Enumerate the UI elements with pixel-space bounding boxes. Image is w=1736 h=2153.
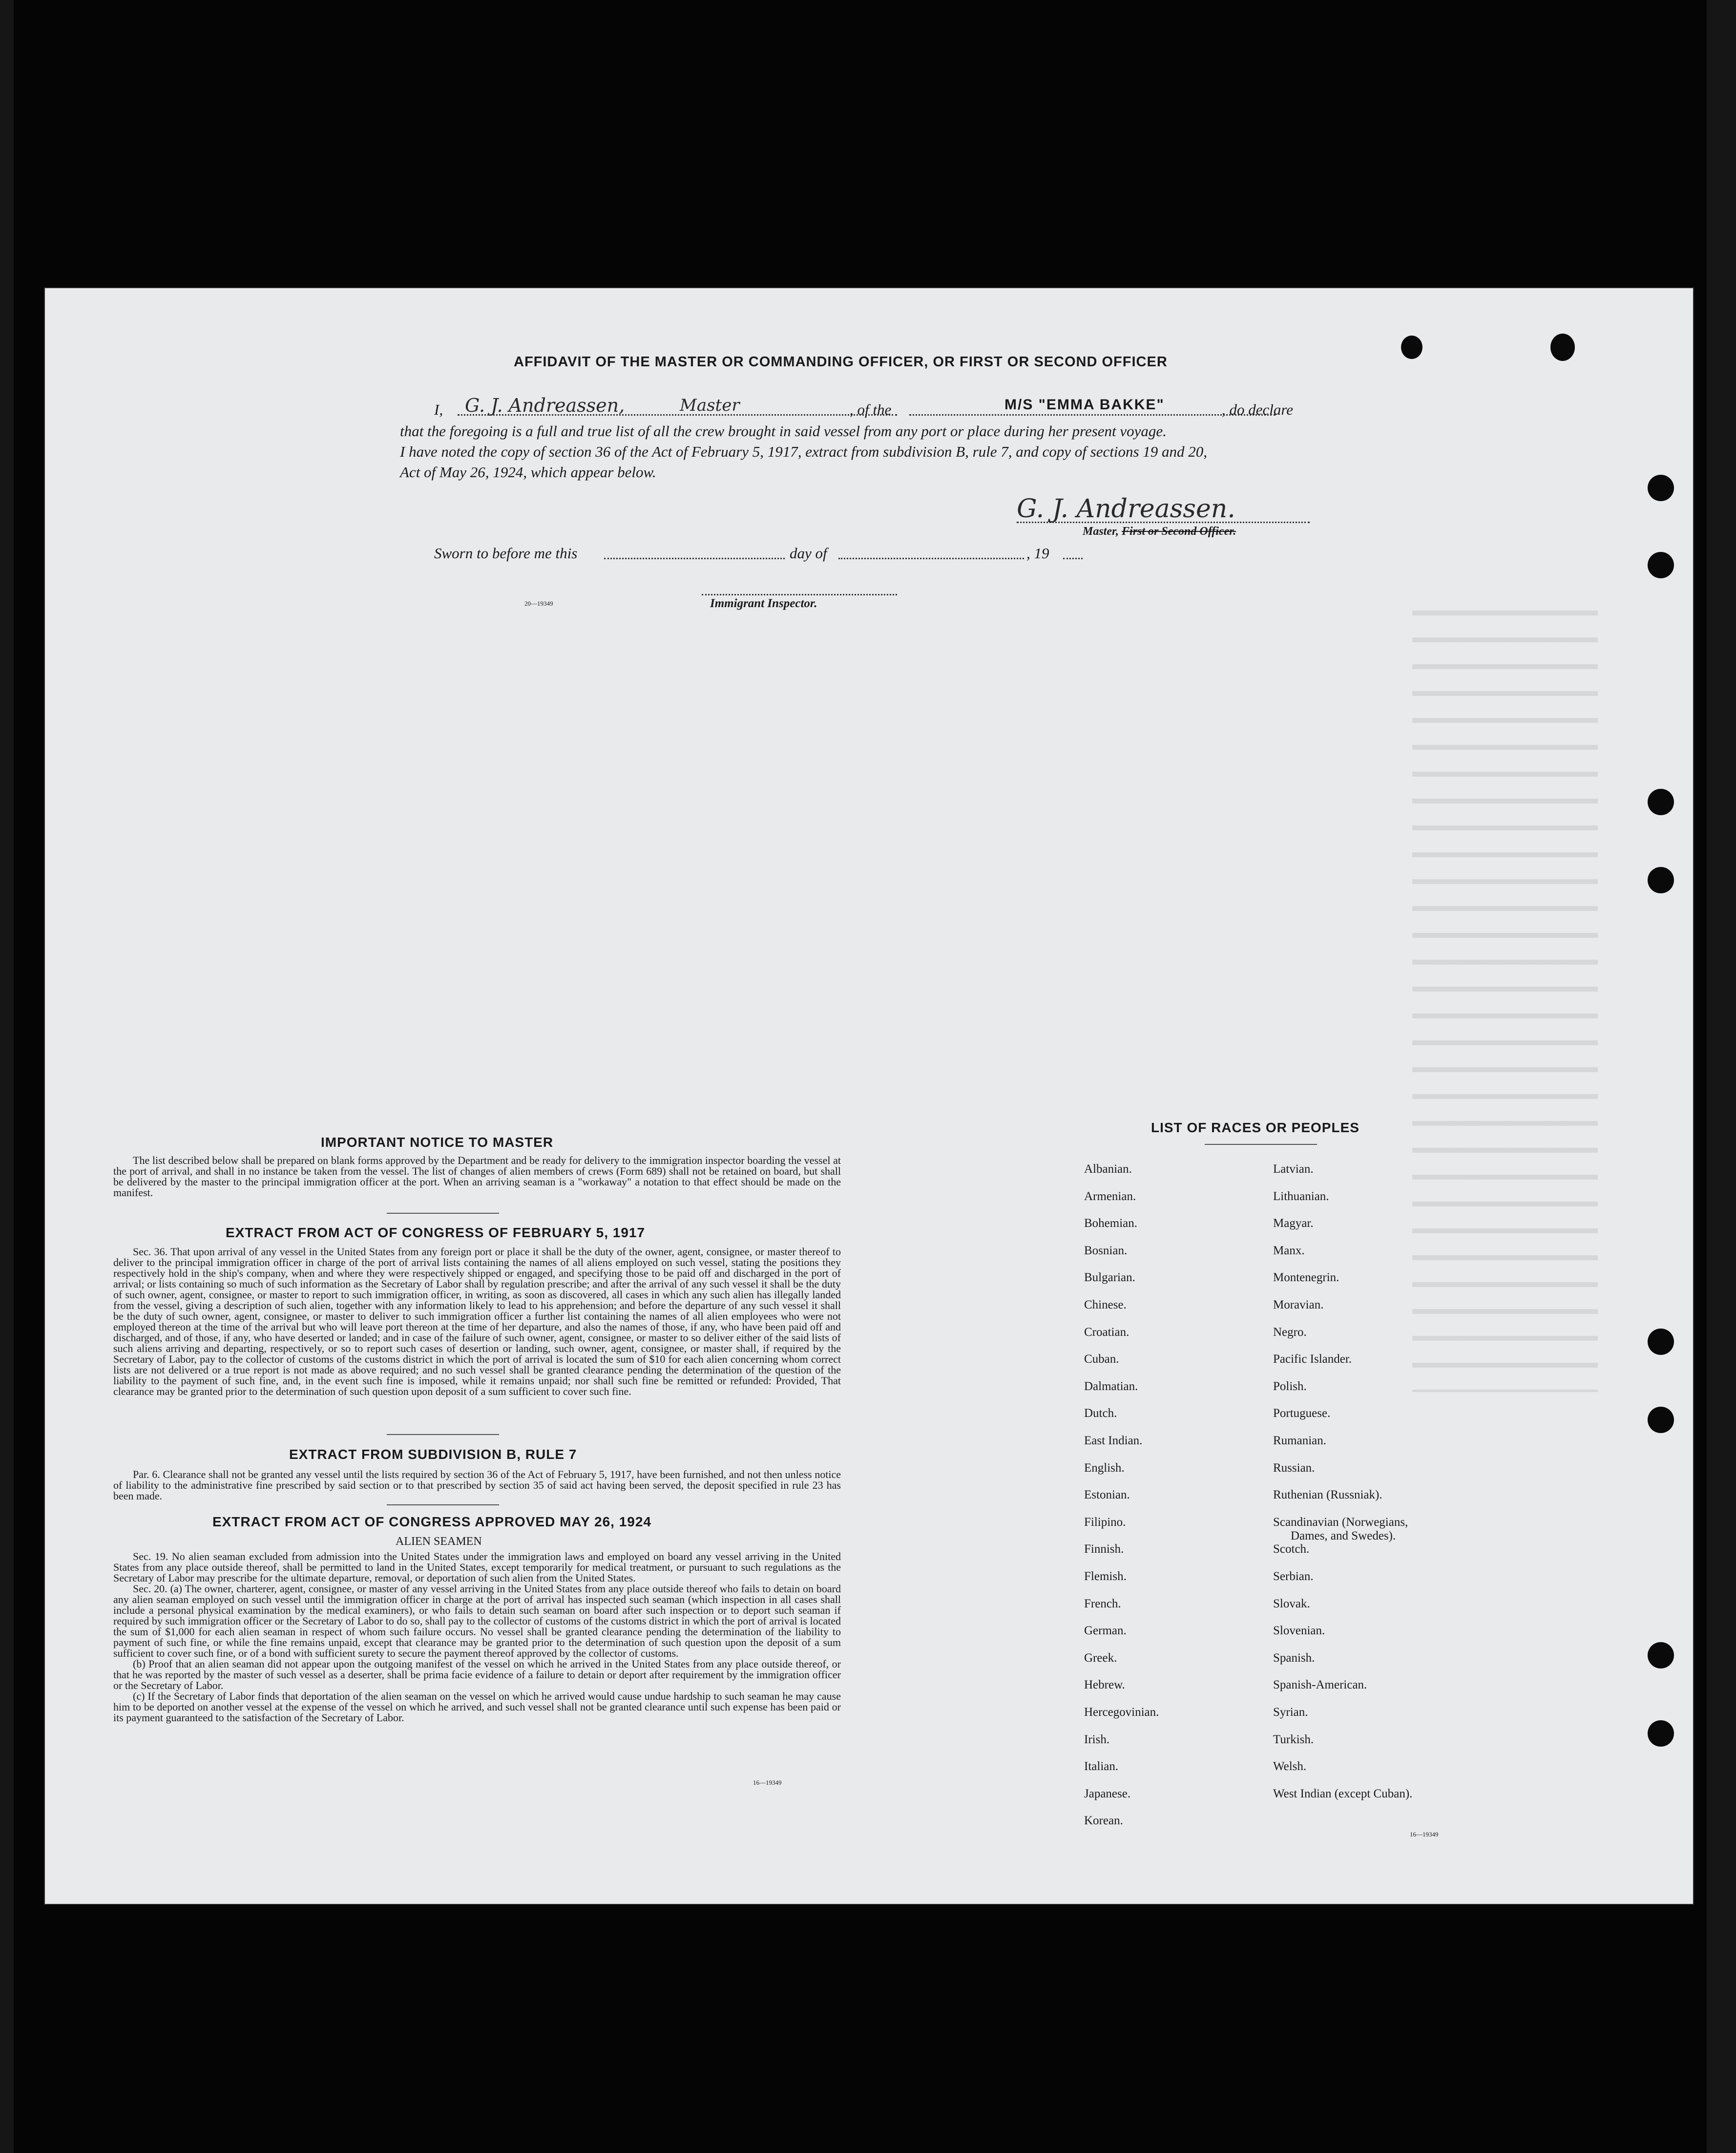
affidavit-title: AFFIDAVIT OF THE MASTER OR COMMANDING OFFICER, OR FIRST OR SECOND OFFICER (514, 354, 1168, 370)
film-edge-left (0, 0, 14, 2153)
caption-struck: First or Second Officer. (1122, 525, 1236, 538)
race-item: Finnish. (1084, 1542, 1124, 1556)
document-page (45, 288, 1693, 1904)
of-the-text: , of the (850, 401, 892, 418)
sec-20a-text: Sec. 20. (a) The owner, charterer, agent, consignee, or master of any vessel arriving in the United States from any place outside thereof who fails to detain on board any alien seaman employed on such vessel until the immigration officer in charge at the port of arrival has inspected such seaman (which inspection in all cases shall include a personal physical examination by the medical examiners), or who fails to detain such seaman on board after such inspection or to deport such seaman if required by such immigration officer or the Secretary of Labor to do so, shall pay to the collector of customs of the customs district in which the port of arrival is located the sum of $1,000 for each alien seaman in respect of whom such failure occurs. No vessel shall be granted clearance pending the determination of the liability to payment of such fine, or while the fine remains unpaid, except that clearance may be granted prior to the determination of such question upon the deposit of a sum sufficient to cover such fine, or of a bond with sufficient surety to secure the payment thereof approved by the collector of customs. (113, 1583, 841, 1659)
binder-hole-2 (1648, 552, 1674, 578)
vessel-line (909, 414, 1276, 416)
race-item: Montenegrin. (1273, 1271, 1339, 1285)
affidavit-line2: that the foregoing is a full and true list of all the crew brought in said vessel from any port or place during her present voyage. (400, 422, 1167, 440)
punch-hole-top-1 (1401, 336, 1422, 359)
sec-20b-text: (b) Proof that an alien seaman did not appear upon the outgoing manifest of the vessel on which he arrived in the United States from any place outside thereof, or that he was reported by the master of such vessel as a deserter, shall be prima facie evidence of a failure to detain or deport after requirement by the immigration officer or the Secretary of Labor. (113, 1658, 841, 1691)
extract-1917-body: Sec. 36. That upon arrival of any vessel in the United States from any foreign port or place it shall be the duty of the owner, agent, consignee, or master thereof to deliver to the principal immigration officer in charge of the port of arrival lists containing the names of all aliens employed on such vessel, stating the positions they respectively hold in the ship's company, when and where they were respectively shipped or engaged, and specifying those to be paid off and discharged in the port of arrival; or lists containing so much of such information as the Secretary of Labor shall by regulation prescribe; and after the arrival of any such vessel it shall be the duty of such owner, agent, consignee, or master to report to such immigration officer, in writing, as soon as discovered, all cases in which any such alien has illegally landed from the vessel, giving a description of such alien, together with any information likely to lead to his apprehension; and before the departure of any such vessel it shall be the duty of such owner, agent, consignee, or master to deliver to such immigration officer a further list containing the names of all alien employees who were not employed thereon at the time of the arrival but who will leave port thereon at the time of her departure, and also the names of those, if any, who have been paid off and discharged, and of those, if any, who have deserted or landed; and in case of the failure of such owner, agent, consignee, or master to so deliver either of the said lists of such aliens arriving and departing, respectively, or so to report such cases of desertion or landing, such owner, agent, consignee, or master shall, if required by the Secretary of Labor, pay to the collector of customs of the customs district in which the port of arrival is located the sum of $10 for each alien concerning whom correct lists are not delivered or a true report is not made as above required; and no such vessel shall be granted clearance pending the determination of the question of the liability to the payment of such fine, and, in the event such fine is imposed, while it remains unpaid; nor shall such fine be remitted or refunded: Provided, That clearance may be granted prior to the determination of such question upon deposit of a sum sufficient to cover such fine. (113, 1245, 841, 1397)
race-item: Serbian. (1273, 1570, 1314, 1583)
race-item: German. (1084, 1624, 1127, 1638)
affidavit-form-number: 20—19349 (524, 600, 553, 607)
race-item: Albanian. (1084, 1162, 1132, 1176)
race-item: Hercegovinian. (1084, 1706, 1159, 1719)
race-item: Estonian. (1084, 1488, 1130, 1502)
races-title: LIST OF RACES OR PEOPLES (1151, 1120, 1360, 1135)
race-item: Latvian. (1273, 1162, 1314, 1176)
race-item: Negro. (1273, 1325, 1307, 1339)
do-declare-text: , do declare (1222, 401, 1294, 418)
binder-hole-7 (1648, 1642, 1674, 1668)
races-divider (1205, 1144, 1317, 1145)
year-text: , 19 (1026, 545, 1049, 562)
notice-body: The list described below shall be prepared on blank forms approved by the Department and be ready for delivery to the immigration inspector boarding the vessel at the port of arrival, and shall in no instance be taken from the vessel. The list of changes of alien members of crews (Form 689) shall not be retained on board, but shall be delivered by the master to the principal immigration officer at the port. When an arriving seaman is a "workaway" a notation to that effect should be made on the manifest. (113, 1154, 841, 1199)
race-item: Bosnian. (1084, 1244, 1128, 1257)
day-of-text: day of (790, 545, 827, 562)
race-item: Hebrew. (1084, 1678, 1125, 1692)
race-item: Filipino. (1084, 1515, 1126, 1529)
race-item: Syrian. (1273, 1706, 1308, 1719)
race-item: Armenian. (1084, 1189, 1136, 1203)
subdivision-b-title: EXTRACT FROM SUBDIVISION B, RULE 7 (289, 1447, 577, 1462)
film-edge-right (1707, 0, 1736, 2153)
vessel-name: M/S "EMMA BAKKE" (1004, 397, 1165, 413)
race-item: English. (1084, 1461, 1125, 1475)
inspector-caption: Immigrant Inspector. (710, 597, 817, 610)
race-item: Scotch. (1273, 1542, 1310, 1556)
master-name-handwritten: G. J. Andreassen, (465, 395, 625, 416)
race-item: Dutch. (1084, 1407, 1117, 1420)
race-item: Chinese. (1084, 1298, 1127, 1311)
race-item: Lithuanian. (1273, 1189, 1329, 1203)
sworn-date-line (604, 558, 785, 559)
race-item: Dalmatian. (1084, 1379, 1138, 1393)
race-item: Slovenian. (1273, 1624, 1325, 1638)
race-item: Bohemian. (1084, 1217, 1138, 1230)
race-item: Bulgarian. (1084, 1271, 1135, 1285)
month-line (838, 558, 1024, 559)
signature-caption (1083, 525, 1236, 538)
binder-hole-8 (1648, 1720, 1674, 1747)
race-item: Flemish. (1084, 1570, 1127, 1583)
binder-hole-1 (1648, 475, 1674, 501)
race-item: West Indian (except Cuban). (1273, 1787, 1413, 1800)
race-item: Magyar. (1273, 1217, 1314, 1230)
affidavit-i: I, (434, 401, 443, 418)
extract-1924-title: EXTRACT FROM ACT OF CONGRESS APPROVED MAY 26, 1924 (212, 1514, 651, 1529)
race-item: Turkish. (1273, 1732, 1314, 1746)
races-form-number: 16—19349 (1410, 1831, 1439, 1838)
race-item: Korean. (1084, 1814, 1123, 1828)
race-item: Scandinavian (Norwegians, (1273, 1515, 1408, 1529)
race-item: Slovak. (1273, 1597, 1310, 1610)
alien-seamen-subtitle: ALIEN SEAMEN (396, 1535, 482, 1548)
binder-hole-5 (1648, 1329, 1674, 1355)
race-item: Manx. (1273, 1244, 1305, 1257)
race-item: Moravian. (1273, 1298, 1324, 1311)
extract-1924-body (113, 1551, 841, 1723)
race-item: Spanish-American. (1273, 1678, 1367, 1692)
master-word-handwritten: Master (680, 396, 740, 415)
punch-hole-top-2 (1550, 334, 1575, 361)
race-item: Greek. (1084, 1651, 1117, 1665)
race-item: Pacific Islander. (1273, 1352, 1352, 1366)
race-item: Spanish. (1273, 1651, 1315, 1665)
race-item: Portuguese. (1273, 1407, 1331, 1420)
extract-1917-title: EXTRACT FROM ACT OF CONGRESS OF FEBRUARY 5, 1917 (226, 1225, 646, 1240)
binder-hole-3 (1648, 789, 1674, 815)
race-item: French. (1084, 1597, 1121, 1610)
sec-20c-text: (c) If the Secretary of Labor finds that deportation of the alien seaman on the vessel on which he arrived would cause undue hardship to such seaman he may cause him to be deported on another vessel at the expense of the vessel on which he arrived, and such vessel shall not be granted clearance until such expense has been paid or its payment guaranteed to the satisfaction of the Secretary of Labor. (113, 1690, 841, 1724)
caption-master: Master, (1083, 525, 1119, 538)
divider-3 (387, 1504, 499, 1505)
inspector-line (702, 594, 897, 595)
race-item: Japanese. (1084, 1787, 1131, 1800)
affidavit-line4: Act of May 26, 1924, which appear below. (400, 464, 656, 481)
notice-title: IMPORTANT NOTICE TO MASTER (321, 1135, 554, 1150)
race-item: Croatian. (1084, 1325, 1129, 1339)
subdivision-b-body: Par. 6. Clearance shall not be granted any vessel until the lists required by section 36 of the Act of February 5, 1917, have been furnished, and not then unless notice of liability to the administrative fine prescribed by said section or to that prescribed by section 35 of said act having been served, the deposit specified in rule 23 has been made. (113, 1468, 841, 1502)
race-item: East Indian. (1084, 1434, 1143, 1447)
sworn-text: Sworn to before me this (434, 545, 578, 562)
signature-line (1017, 522, 1310, 523)
sec-19-text: Sec. 19. No alien seaman excluded from admission into the United States under the immigration laws and employed on board any vessel arriving in the United States from any place outside thereof, shall be permitted to land in the United States, except temporarily for medical treatment, or pursuant to such regulations as the Secretary of Labor may prescribe for the ultimate departure, removal, or deportation of such alien from the United States. (113, 1550, 841, 1584)
race-item: Rumanian. (1273, 1434, 1327, 1447)
bleed-through-marks (1412, 611, 1598, 1392)
race-item: Italian. (1084, 1760, 1119, 1773)
divider-2 (387, 1434, 499, 1435)
race-item: Dames, and Swedes). (1291, 1529, 1396, 1542)
race-item: Russian. (1273, 1461, 1315, 1475)
race-item: Irish. (1084, 1732, 1110, 1746)
year-line (1063, 558, 1083, 559)
race-item: Cuban. (1084, 1352, 1119, 1366)
extract-1924-form-number: 16—19349 (753, 1779, 782, 1786)
binder-hole-4 (1648, 867, 1674, 893)
divider-1 (387, 1213, 499, 1214)
race-item: Ruthenian (Russniak). (1273, 1488, 1382, 1502)
affidavit-line3: I have noted the copy of section 36 of the Act of February 5, 1917, extract from subdivision B, rule 7, and copy of sections 19 and 20, (400, 443, 1208, 460)
binder-hole-6 (1648, 1407, 1674, 1433)
race-item: Welsh. (1273, 1760, 1307, 1773)
master-signature: G. J. Andreassen. (1017, 494, 1235, 524)
race-item: Polish. (1273, 1379, 1307, 1393)
